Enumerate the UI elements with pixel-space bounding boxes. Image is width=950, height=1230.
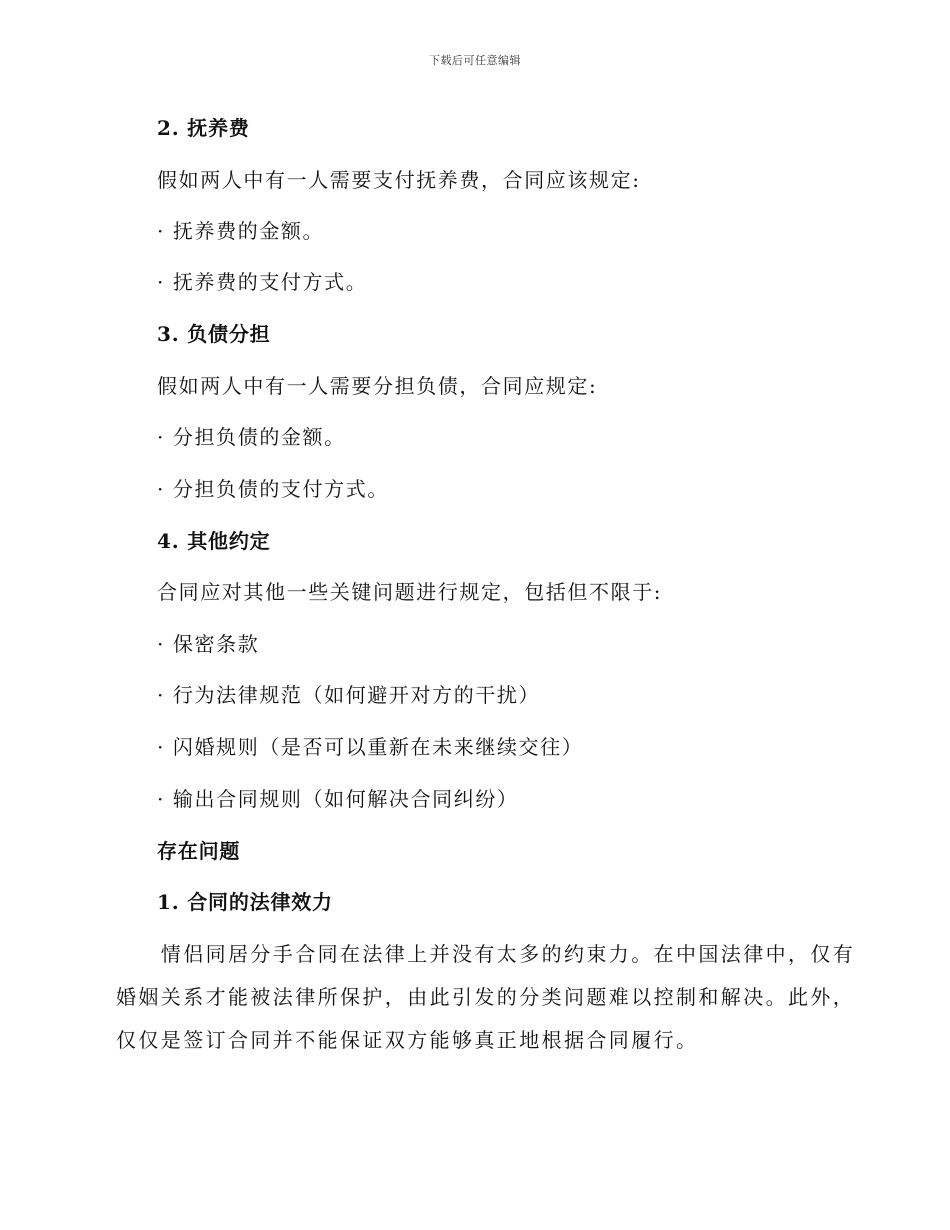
bullet-item: · 分担负债的金额。 — [157, 425, 346, 449]
bullet-item: · 分担负债的支付方式。 — [157, 477, 389, 501]
bullet-item: · 保密条款 — [157, 632, 260, 656]
section-intro-debt: 假如两人中有一人需要分担负债，合同应规定: — [157, 374, 598, 398]
bullet-item: · 抚养费的支付方式。 — [157, 270, 368, 294]
paragraph-line: 婚姻关系才能被法律所保护，由此引发的分类问题难以控制和解决。此外， — [116, 985, 856, 1009]
paragraph-line: 仅仅是签订合同并不能保证双方能够真正地根据合同履行。 — [116, 1028, 699, 1052]
bullet-item: · 抚养费的金额。 — [157, 219, 325, 243]
problems-heading: 存在问题 — [157, 839, 241, 863]
bullet-item: · 输出合同规则（如何解决合同纠纷） — [157, 787, 519, 811]
bullet-item: · 闪婚规则（是否可以重新在未来继续交往） — [157, 735, 584, 759]
section-heading-other: 4. 其他约定 — [157, 529, 271, 553]
page-header: 下载后可任意编辑 — [429, 54, 521, 67]
section-heading-debt: 3. 负债分担 — [157, 322, 271, 346]
bullet-item: · 行为法律规范（如何避开对方的干扰） — [157, 683, 541, 707]
section-intro-other: 合同应对其他一些关键问题进行规定，包括但不限于: — [157, 580, 663, 604]
section-intro-alimony: 假如两人中有一人需要支付抚养费，合同应该规定: — [157, 168, 641, 192]
section-heading-alimony: 2. 抚养费 — [157, 116, 250, 140]
paragraph-line: 情侣同居分手合同在法律上并没有太多的约束力。在中国法律中，仅有 — [116, 942, 856, 966]
problems-subheading-legal-effect: 1. 合同的法律效力 — [157, 890, 333, 914]
